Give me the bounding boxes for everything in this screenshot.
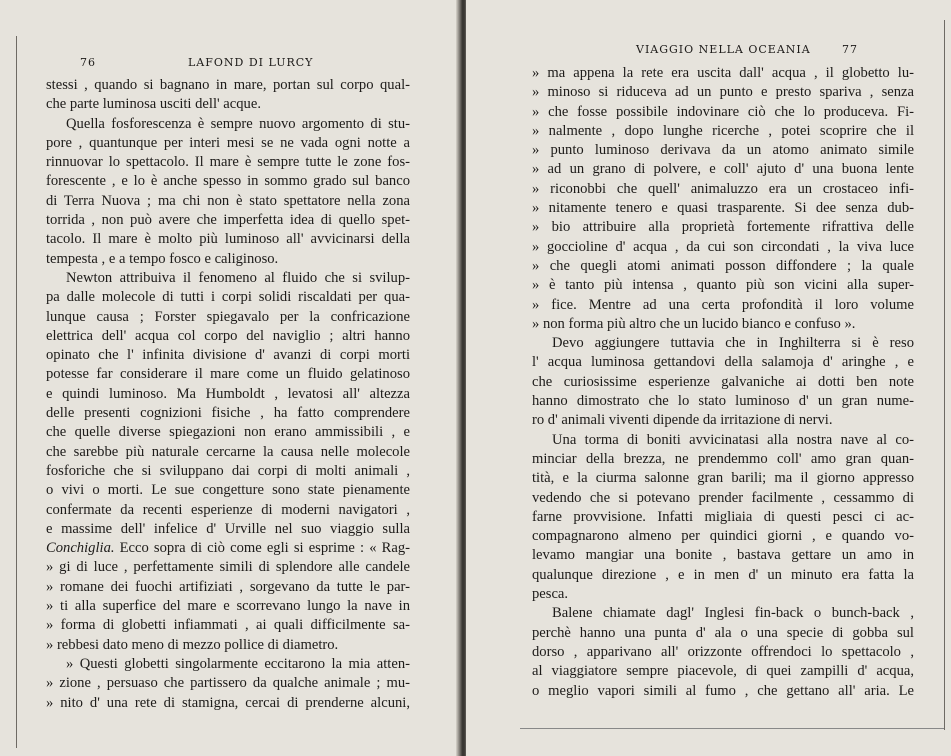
text-line: compagnarono almeno per quindici giorni , e quando vo- — [532, 528, 914, 545]
text-line: hanno dimostrato che lo stato luminoso d' un gran nume- — [532, 393, 914, 410]
text-line: » ad un grano di polvere, e coll' ajuto d' una buona lente — [532, 161, 914, 178]
left-running-head: LAFOND DI LURCY — [188, 56, 314, 69]
text-line: dorso , apparivano all' orizzonte offrendoci lo spettacolo , — [532, 643, 914, 660]
text-line: farne provvisione. Infatti migliaia di questi pesci ci ac- — [532, 508, 914, 525]
text-line: ro d' animali viventi dipende da irritazione di nervi. — [532, 412, 833, 429]
text-line: » romane dei fuochi artifiziati , sorgevano da tutte le par- — [46, 578, 410, 595]
text-line: potesse far considerare il mare come un fluido gelatinoso — [46, 366, 410, 383]
text-line: pore , quantunque per interi mesi se ne vada ogni notte a — [46, 134, 410, 151]
text-line: opinato che l' infinita divisione d' avanzi di corpi morti — [46, 347, 410, 364]
text-line: che quelle diverse spiegazioni non erano ammissibili , e — [46, 424, 410, 441]
right-page-number: 77 — [842, 43, 858, 56]
text-line: » bio attribuire alla proprietà fortemente rifrattiva delle — [532, 219, 914, 236]
right-page-border — [944, 20, 945, 730]
text-line: » nalmente , dopo lunghe ricerche , potei scoprire che il — [532, 122, 914, 139]
text-line: che curiosissime esperienze galvaniche ai dotti ben note — [532, 373, 914, 390]
text-line: » zione , persuaso che partissero da qualche animale ; mu- — [46, 675, 410, 692]
text-line: Quella fosforescenza è sempre nuovo argomento di stu- — [66, 115, 410, 132]
left-page-body — [46, 76, 410, 713]
text-line: » fice. Mentre ad una certa profondità il loro volume — [532, 296, 914, 313]
text-line: » nitamente tenero e quasi trasparente. Si dee senza dub- — [532, 200, 914, 217]
right-running-head: VIAGGIO NELLA OCEANIA — [636, 43, 811, 56]
text-line: » punto luminoso derivava da un atomo animato simile — [532, 142, 914, 159]
text-line: levamo mangiar una bonite , bastava gettare un amo in — [532, 547, 914, 564]
text-line: » è tanto più intensa , quanto più son vicini alla super- — [532, 277, 914, 294]
text-line: confermate da recenti esperienze di moderni navigatori , — [46, 501, 410, 518]
text-line: lunque causa ; Forster spiegavalo per la confricazione — [46, 308, 410, 325]
text-line: rinnuovar lo spettacolo. Il mare è sempre tutte le zone fos- — [46, 154, 410, 171]
text-line: al viaggiatore sempre piacevole, di quei zampilli d' acqua, — [532, 663, 914, 680]
text-line: » ma appena la rete era uscita dall' acqua , il globetto lu- — [532, 65, 914, 81]
text-line: » forma di globetti infiammati , ai quali difficilmente sa- — [46, 617, 410, 634]
text-line: di Terra Nuova ; ma chi non è stato spettatore nella zona — [46, 192, 410, 209]
text-line: perchè hanno una punta d' ala o una specie di gobba sul — [532, 624, 914, 641]
left-page — [0, 0, 460, 756]
text-line: » che fosse possibile indovinare ciò che lo produceva. Fi- — [532, 103, 914, 120]
text-line: qualunque direzione , e in men d' un minuto era fatta la — [532, 566, 914, 583]
text-line: » minoso si riduceva ad un punto e presto spariva , senza — [532, 84, 914, 101]
text-line: delle presenti cognizioni fisiche , ha fatto comprendere — [46, 405, 410, 422]
left-page-number: 76 — [80, 56, 96, 69]
text-line: torrida , non può avere che imperfetta idea di quello spet- — [46, 212, 410, 229]
text-line: pa dalle molecole di tutti i corpi solidi riscaldati per qua- — [46, 289, 410, 306]
text-line: » non forma più altro che un lucido bianco e confuso ». — [532, 315, 856, 332]
text-line: minciar della brezza, ne prendemmo coll' amo gran quan- — [532, 450, 914, 467]
left-page-border — [16, 36, 17, 748]
text-line: e massime dell' infelice d' Urville nel suo viaggio sulla — [46, 520, 410, 537]
text-line: » Questi globetti singolarmente eccitarono la mia atten- — [66, 655, 410, 672]
text-line: l' acqua luminosa gettandovi della salamoja d' aringhe , e — [532, 354, 914, 371]
text-line: che sarebbe più naturale cercarne la causa nelle molecole — [46, 443, 410, 460]
text-line: » goccioline d' acqua , da cui son circondati , la viva luce — [532, 238, 914, 255]
text-line: o vivi o morti. Le sue congetture sono state pienamente — [46, 482, 410, 499]
text-line: stessi , quando si bagnano in mare, portan sul corpo qual- — [46, 77, 410, 93]
text-line: forescente , e lo è anche spesso in sommo grado sul banco — [46, 173, 410, 190]
text-line: vedendo che si potevano prender facilmente , cessammo di — [532, 489, 914, 506]
text-line: tacolo. Il mare è molto più luminoso all' avvicinarsi della — [46, 231, 410, 248]
text-line: » gi di luce , perfettamente simili di splendore alle candele — [46, 559, 410, 576]
text-line: Conchiglia. Ecco sopra di ciò come egli si esprime : « Rag- — [46, 540, 410, 557]
text-line: » riconobbi che quell' animaluzzo era un crostaceo infi- — [532, 180, 914, 197]
text-line: Devo aggiungere tuttavia che in Inghilterra si è reso — [552, 335, 914, 352]
text-line: » che quegli atomi animati posson diffondere ; la quale — [532, 257, 914, 274]
right-page — [466, 0, 951, 756]
text-line: fosforiche che si sviluppano dai corpi di molti animali , — [46, 462, 410, 479]
text-line: » ti alla superfice del mare e scorrevano lungo la nave in — [46, 598, 410, 615]
text-line: elettrica dell' acqua col corpo del naviglio ; altri hanno — [46, 327, 410, 344]
text-line: Balene chiamate dagl' Inglesi fin-back o bunch-back , — [552, 605, 914, 622]
text-line: » nito d' una rete di stamigna, cercai di prenderne alcuni, — [46, 694, 410, 711]
right-page-bottom-rule — [520, 728, 944, 729]
text-line: tità, e la ciurma salonne gran barili; ma il giorno appresso — [532, 470, 914, 487]
text-line: e quindi luminoso. Ma Humboldt , levatosi all' altezza — [46, 385, 410, 402]
text-line: Una torma di boniti avvicinatasi alla nostra nave al co- — [552, 431, 914, 448]
text-line: o meglio vapori simili al fumo , che gettano all' aria. Le — [532, 682, 914, 699]
right-page-body — [532, 64, 914, 701]
text-line: che parte luminosa usciti dell' acque. — [46, 96, 261, 113]
text-line: pesca. — [532, 586, 569, 603]
text-line: » rebbesi dato meno di mezzo pollice di diametro. — [46, 636, 339, 653]
text-line: Newton attribuiva il fenomeno al fluido che si svilup- — [66, 269, 410, 286]
text-line: tempesta , e a tempo fosco e caliginoso. — [46, 250, 279, 267]
